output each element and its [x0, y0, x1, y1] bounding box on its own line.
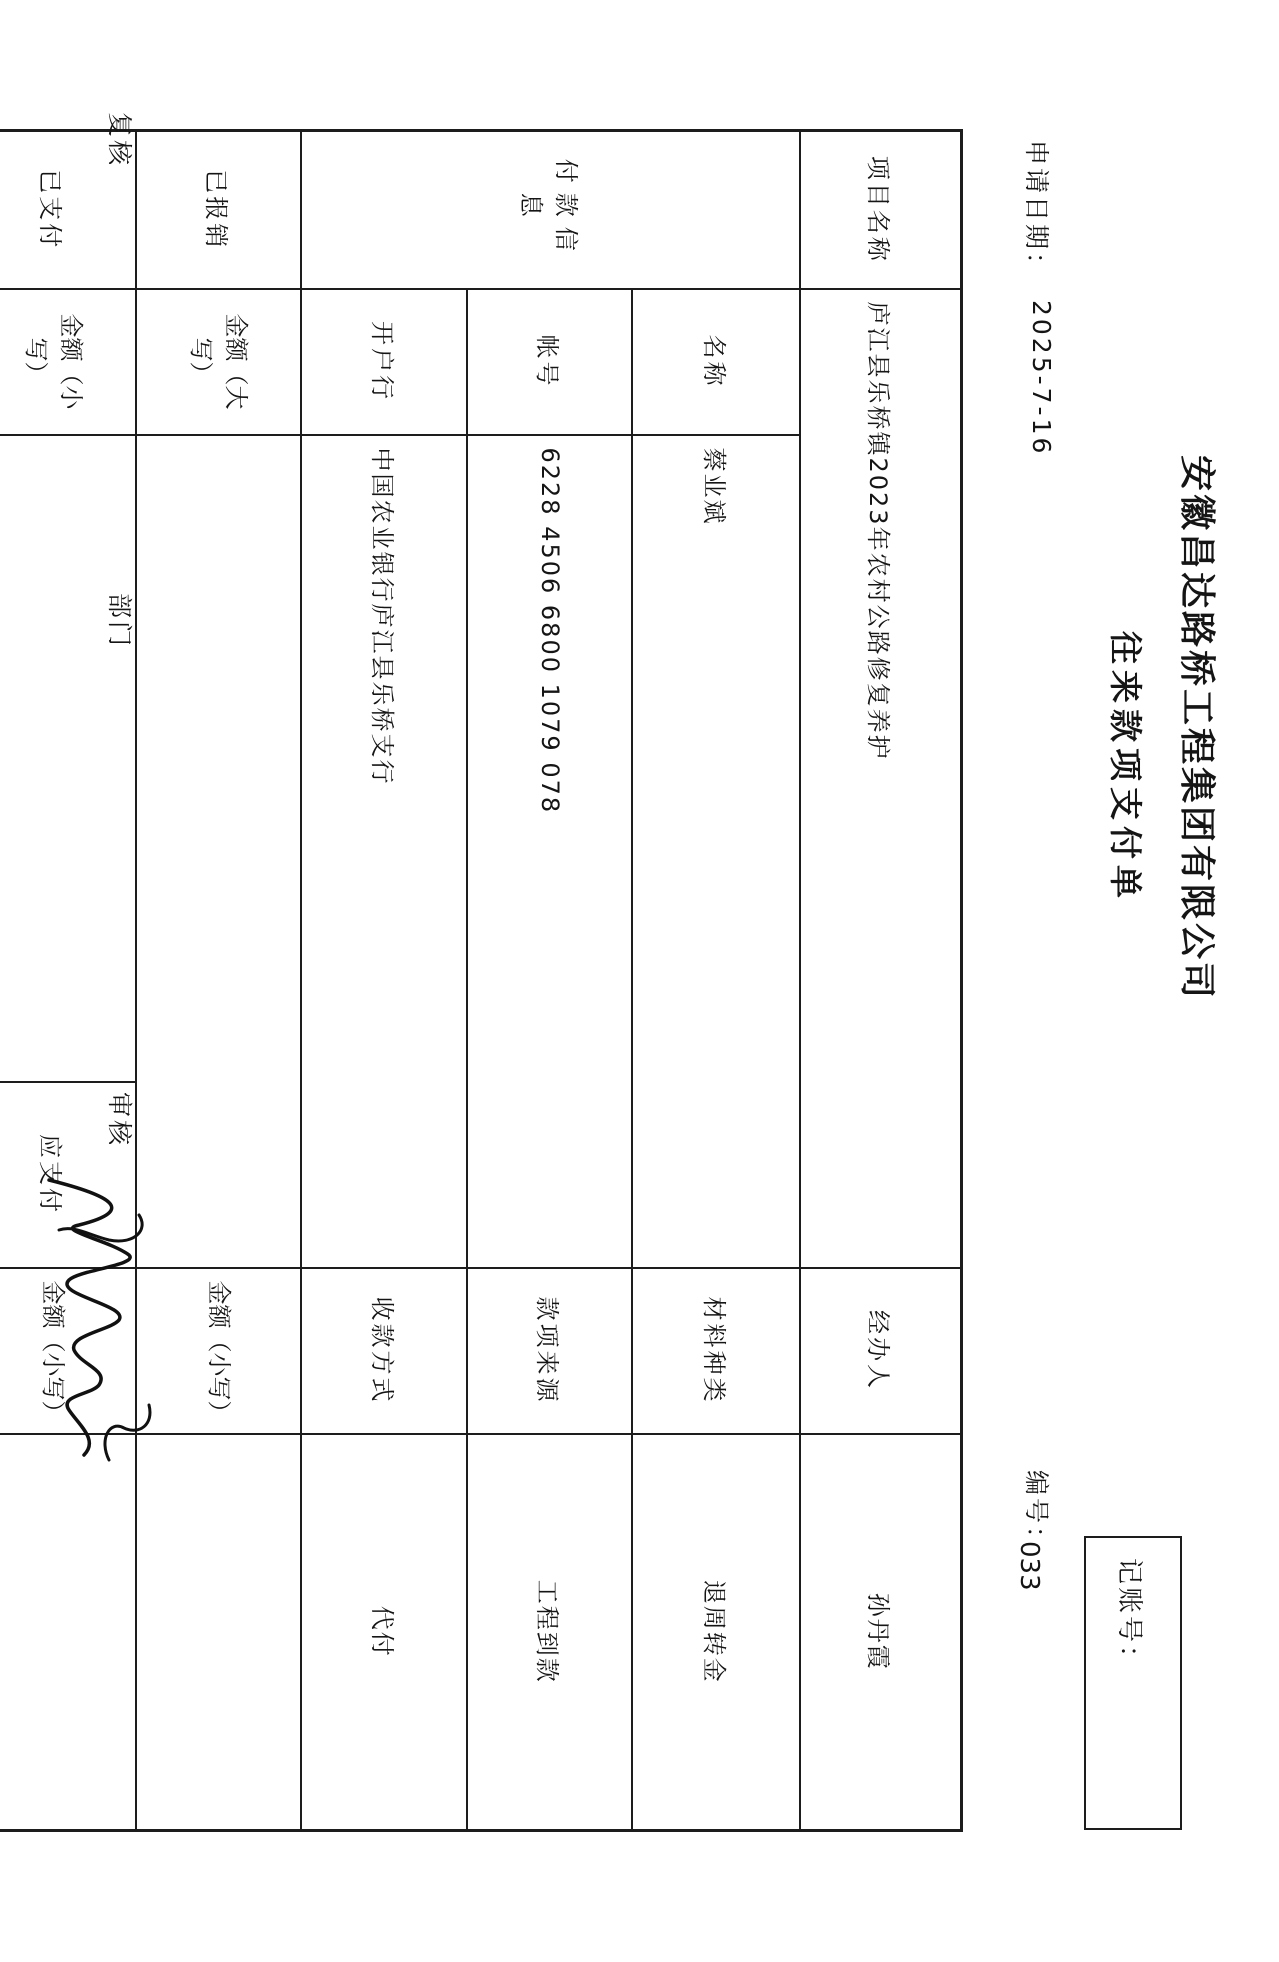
reimbursed-amount-lower-label: 金额（小写）	[136, 1268, 302, 1434]
reimbursed-label: 已报销	[136, 131, 302, 289]
payee-section-label: 付款信息	[301, 131, 800, 289]
payee-name-label: 名称	[632, 289, 799, 435]
reimbursed-amount-lower-value	[136, 1434, 302, 1831]
paid-amount-lower-label: 金额（小写）	[0, 289, 136, 435]
handwritten-signature	[19, 1170, 169, 1470]
audit-label: 审核	[105, 1092, 134, 1149]
handler-value: 孙丹霞	[800, 1434, 962, 1831]
fund-source-value: 工程到款	[467, 1434, 633, 1831]
paid-label: 已支付	[0, 131, 136, 289]
payment-method-label: 收款方式	[301, 1268, 467, 1434]
table-row	[800, 131, 962, 1831]
material-type-label: 材料种类	[632, 1268, 799, 1434]
payable-label: 应支付	[0, 1082, 136, 1268]
application-date-label: 申请日期：	[1022, 140, 1051, 281]
fund-source-label: 款项来源	[467, 1268, 633, 1434]
handler-label: 经办人	[800, 1268, 962, 1434]
reimbursed-amount-upper-label: 金额（大写）	[136, 289, 302, 435]
paid-amount-value	[0, 435, 136, 1082]
table-row	[632, 131, 799, 1831]
bank-value: 中国农业银行庐江县乐桥支行	[301, 435, 467, 1268]
table-row	[301, 131, 467, 1831]
project-name-value: 庐江县乐桥镇2023年农村公路修复养护	[800, 289, 962, 1268]
department-label: 部门	[105, 593, 134, 650]
payee-name-value: 蔡业斌	[632, 435, 799, 1268]
bank-label: 开户行	[301, 289, 467, 435]
account-label: 帐号	[467, 289, 633, 435]
application-date: 2025-7-16	[1027, 300, 1056, 457]
table-row	[0, 131, 136, 1831]
serial-number: 033	[1014, 1541, 1044, 1591]
account-value: 6228 4506 6800 1079 078	[467, 435, 633, 1268]
table-row	[467, 131, 633, 1831]
account-number-label: 记账号：	[1114, 1558, 1144, 1675]
material-type-value: 退周转金	[632, 1434, 799, 1831]
form-title: 往来款项支付单	[1106, 631, 1145, 904]
company-name: 安徽昌达路桥工程集团有限公司	[1176, 455, 1217, 1002]
payment-method-value: 代付	[301, 1434, 467, 1831]
payable-amount-lower-label: 金额（小写）	[0, 1268, 136, 1434]
payable-amount-value	[0, 1434, 136, 1831]
reimbursed-amount-upper-value	[136, 435, 302, 1268]
serial-label: 编号：	[1022, 1470, 1051, 1555]
account-number-box	[1084, 1536, 1182, 1830]
table-row	[136, 131, 302, 1831]
review-label: 复核	[105, 112, 134, 169]
project-name-label: 项目名称	[800, 131, 962, 289]
payment-table	[0, 129, 963, 1832]
